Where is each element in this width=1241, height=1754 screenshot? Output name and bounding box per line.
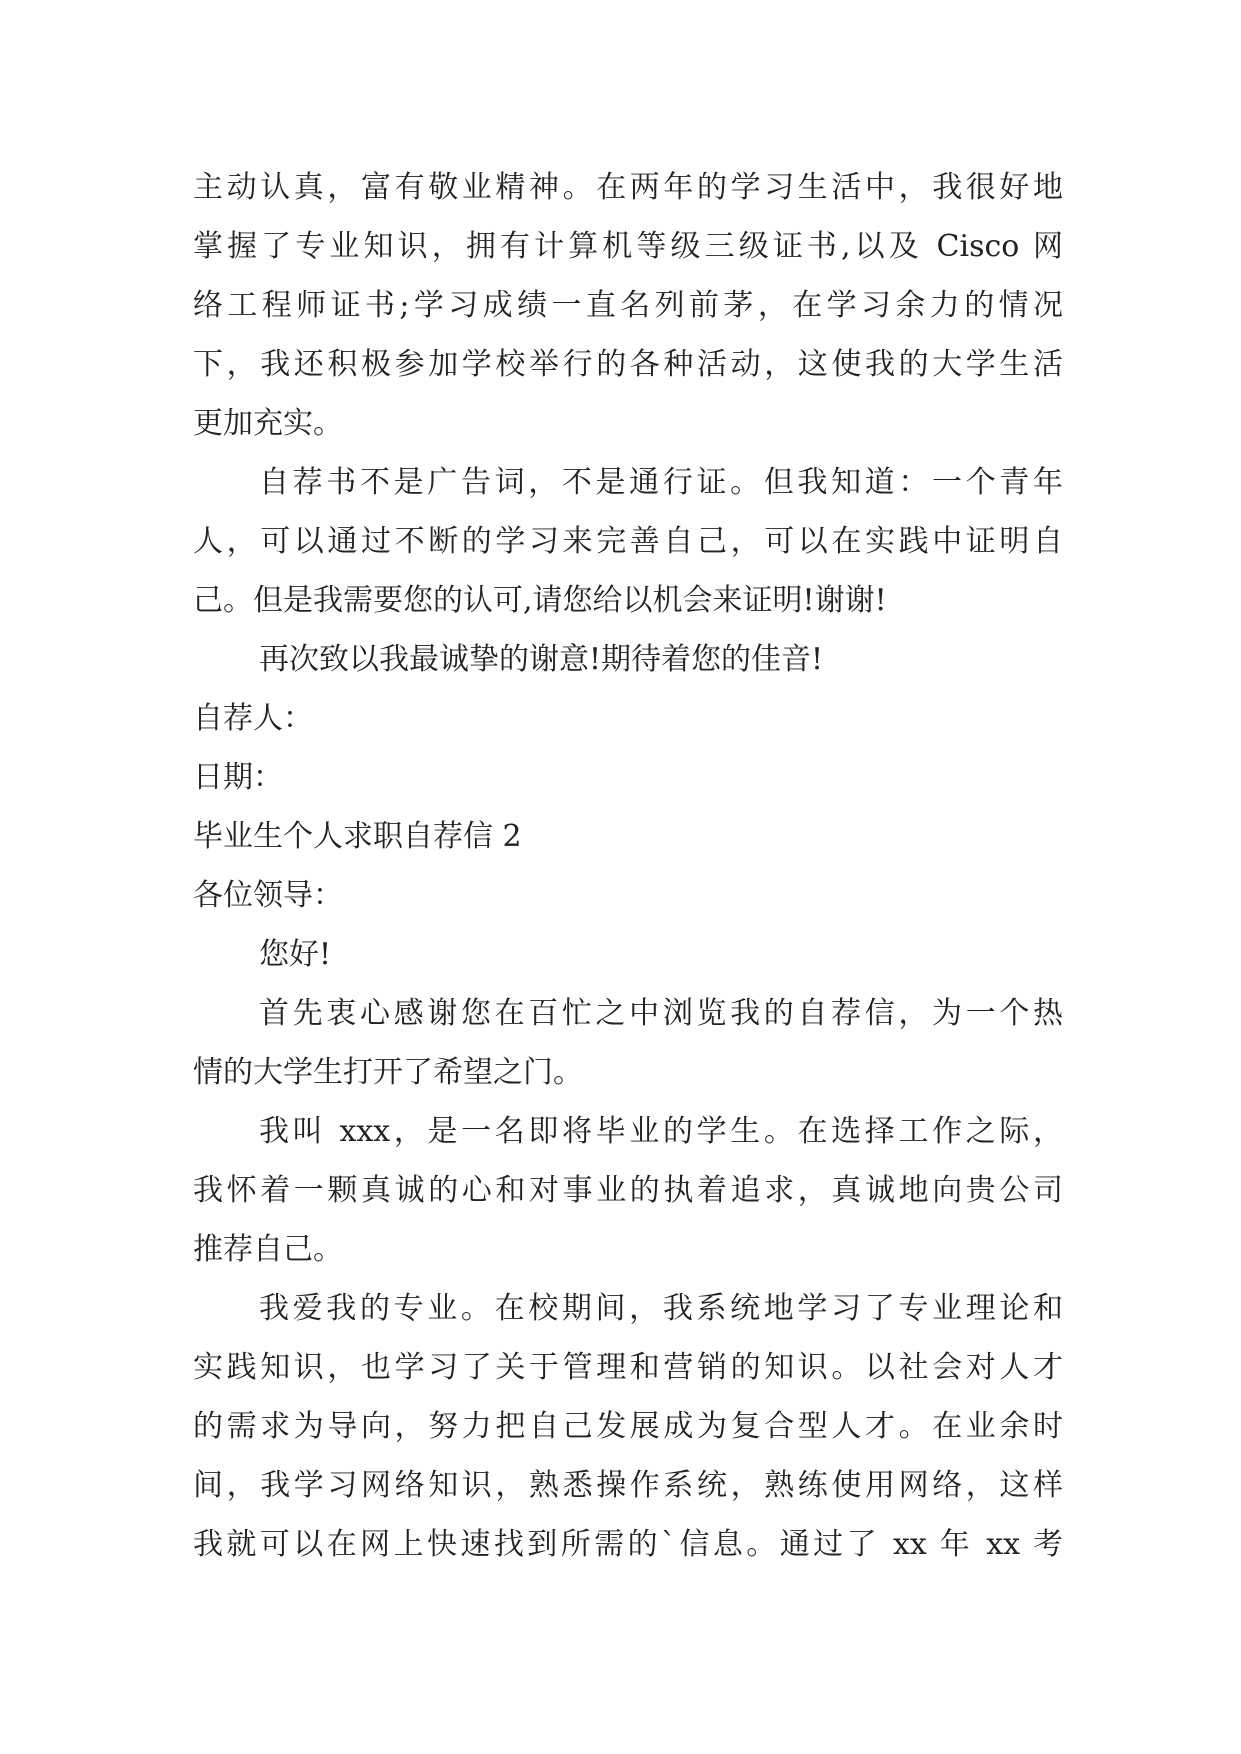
text-line: 下，我还积极参加学校举行的各种活动，这使我的大学生活 (193, 347, 1063, 382)
text-line: 实践知识，也学习了关于管理和营销的知识。以社会对人才 (193, 1350, 1063, 1385)
text-line: 的需求为导向，努力把自己发展成为复合型人才。在业余时 (193, 1409, 1063, 1444)
signature-label: 自荐人： (193, 701, 313, 736)
greeting: 您好! (259, 937, 332, 972)
text-line: 我叫 xxx，是一名即将毕业的学生。在选择工作之际， (259, 1114, 1063, 1149)
text-line: 自荐书不是广告词，不是通行证。但我知道：一个青年 (259, 465, 1063, 500)
letter-title: 毕业生个人求职自荐信 2 (193, 819, 522, 854)
text-line: 更加充实。 (193, 406, 343, 441)
text-line: 情的大学生打开了希望之门。 (193, 1055, 583, 1090)
text-line: 人，可以通过不断的学习来完善自己，可以在实践中证明自 (193, 524, 1063, 559)
text-line: 推荐自己。 (193, 1232, 343, 1267)
date-label: 日期： (193, 760, 283, 795)
document-body (193, 158, 1063, 1574)
text-line: 络工程师证书;学习成绩一直名列前茅，在学习余力的情况 (193, 288, 1063, 323)
text-line: 己。但是我需要您的认可,请您给以机会来证明!谢谢! (193, 583, 887, 618)
text-line: 我爱我的专业。在校期间，我系统地学习了专业理论和 (259, 1291, 1063, 1326)
text-line: 间，我学习网络知识，熟悉操作系统，熟练使用网络，这样 (193, 1468, 1063, 1503)
text-line: 首先衷心感谢您在百忙之中浏览我的自荐信，为一个热 (259, 996, 1063, 1031)
salutation: 各位领导： (193, 878, 343, 913)
text-line: 我怀着一颗真诚的心和对事业的执着追求，真诚地向贵公司 (193, 1173, 1063, 1208)
text-line: 主动认真，富有敬业精神。在两年的学习生活中，我很好地 (193, 170, 1063, 205)
text-line: 掌握了专业知识，拥有计算机等级三级证书,以及 Cisco 网 (193, 229, 1063, 264)
text-line: 再次致以我最诚挚的谢意!期待着您的佳音! (259, 642, 824, 677)
text-line: 我就可以在网上快速找到所需的`信息。通过了 xx 年 xx 考 (193, 1527, 1063, 1562)
